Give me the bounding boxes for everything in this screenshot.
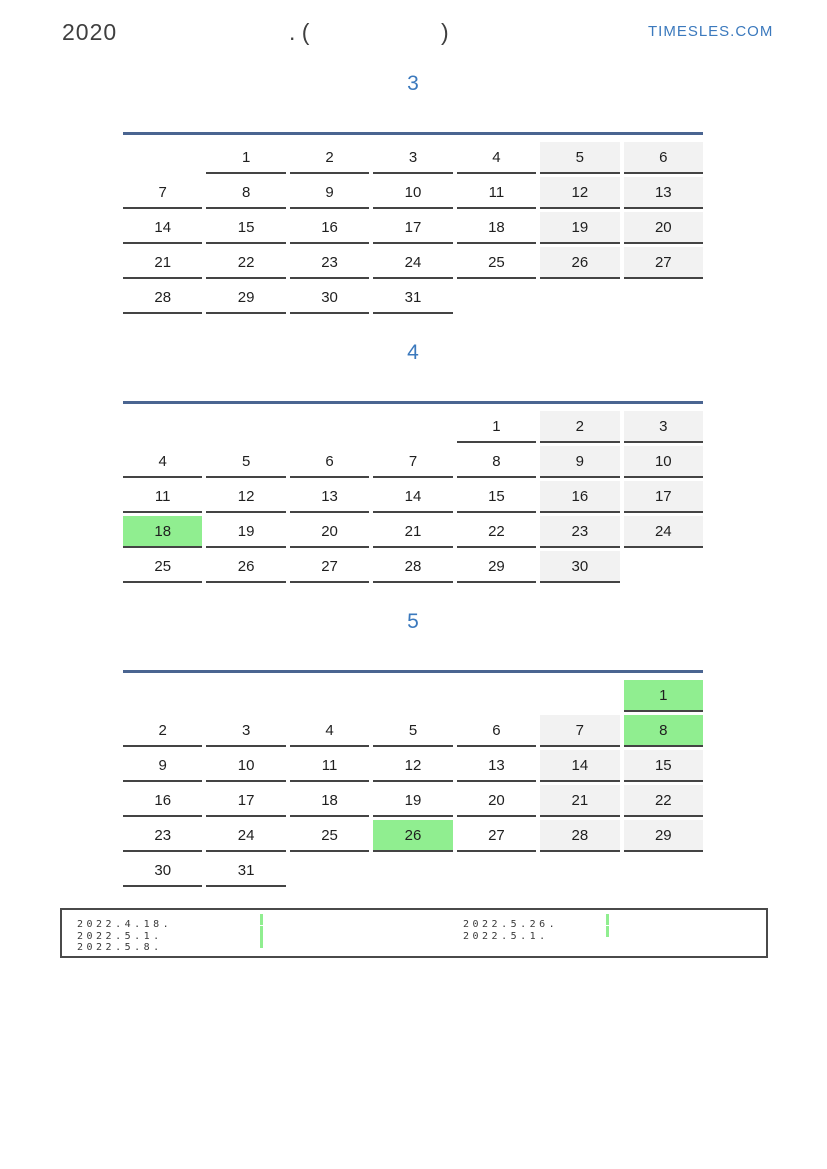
legend-column-right: [463, 914, 763, 942]
empty-cell: [373, 680, 452, 710]
day-cell: 25: [457, 247, 536, 279]
day-cell: 24: [206, 820, 285, 852]
day-cell: 4: [290, 715, 369, 747]
day-cell: 21: [540, 785, 619, 817]
day-cell: 23: [290, 247, 369, 279]
empty-cell: [123, 680, 202, 710]
legend-entry: [463, 914, 763, 930]
day-cell: 14: [540, 750, 619, 782]
month-section-may: [123, 608, 703, 887]
day-cell: 6: [624, 142, 703, 174]
day-cell: 12: [206, 481, 285, 513]
empty-cell: [290, 411, 369, 441]
empty-cell: [290, 680, 369, 710]
legend-entry: [77, 914, 377, 930]
empty-cell: [624, 282, 703, 312]
day-cell: 8: [457, 446, 536, 478]
day-cell: 15: [206, 212, 285, 244]
day-cell: 31: [373, 282, 452, 314]
day-cell: 16: [123, 785, 202, 817]
legend-entry: [77, 926, 377, 942]
day-cell: 2: [123, 715, 202, 747]
month-section-march: [123, 70, 703, 314]
day-cell: 18: [457, 212, 536, 244]
day-cell: 15: [624, 750, 703, 782]
day-cell: 10: [206, 750, 285, 782]
day-cell: 7: [373, 446, 452, 478]
day-cell: 19: [373, 785, 452, 817]
day-cell: 10: [624, 446, 703, 478]
month-rule: [123, 670, 703, 673]
day-cell: 9: [290, 177, 369, 209]
day-cell: 17: [206, 785, 285, 817]
legend-box: [60, 908, 768, 958]
month-title: 5: [407, 610, 419, 633]
day-cell: 27: [457, 820, 536, 852]
empty-cell: [624, 855, 703, 885]
day-cell: 24: [373, 247, 452, 279]
day-cell: 5: [206, 446, 285, 478]
legend-color-bar: [260, 914, 263, 925]
day-cell: 11: [123, 481, 202, 513]
legend-date: 2022.5.8.: [77, 942, 163, 953]
day-cell: 16: [540, 481, 619, 513]
day-cell: 18: [123, 516, 202, 548]
day-cell: 17: [624, 481, 703, 513]
legend-date: 2022.5.1.: [77, 930, 163, 942]
legend-entry: [77, 937, 377, 953]
empty-cell: [624, 551, 703, 581]
day-cell: 10: [373, 177, 452, 209]
day-cell: 25: [290, 820, 369, 852]
day-cell: 22: [624, 785, 703, 817]
day-cell: 9: [123, 750, 202, 782]
legend-date: 2022.5.1.: [463, 930, 549, 942]
day-cell: 24: [624, 516, 703, 548]
calendar-grid: [123, 411, 703, 583]
day-cell: 1: [206, 142, 285, 174]
empty-cell: [540, 282, 619, 312]
day-cell: 12: [540, 177, 619, 209]
empty-cell: [206, 411, 285, 441]
legend-date: 2022.4.18.: [77, 919, 173, 930]
empty-cell: [457, 282, 536, 312]
day-cell: 8: [624, 715, 703, 747]
month-rule: [123, 401, 703, 404]
day-cell: 29: [624, 820, 703, 852]
day-cell: 4: [123, 446, 202, 478]
empty-cell: [457, 680, 536, 710]
day-cell: 27: [624, 247, 703, 279]
day-cell: 13: [624, 177, 703, 209]
day-cell: 29: [457, 551, 536, 583]
day-cell: 16: [290, 212, 369, 244]
day-cell: 27: [290, 551, 369, 583]
legend-color-bar: [260, 926, 263, 937]
legend-entry: [463, 926, 763, 942]
day-cell: 26: [373, 820, 452, 852]
empty-cell: [540, 680, 619, 710]
day-cell: 1: [624, 680, 703, 712]
day-cell: 22: [206, 247, 285, 279]
day-cell: 6: [457, 715, 536, 747]
day-cell: 28: [123, 282, 202, 314]
day-cell: 23: [540, 516, 619, 548]
title-open-paren: . (: [289, 19, 310, 45]
empty-cell: [540, 855, 619, 885]
day-cell: 26: [206, 551, 285, 583]
month-section-april: [123, 339, 703, 583]
day-cell: 28: [540, 820, 619, 852]
day-cell: 28: [373, 551, 452, 583]
day-cell: 3: [206, 715, 285, 747]
title-close-paren: ): [441, 19, 449, 45]
day-cell: 5: [540, 142, 619, 174]
day-cell: 13: [457, 750, 536, 782]
day-cell: 7: [123, 177, 202, 209]
day-cell: 29: [206, 282, 285, 314]
month-title: 4: [407, 341, 419, 364]
legend-column-left: [77, 914, 377, 953]
day-cell: 7: [540, 715, 619, 747]
day-cell: 21: [373, 516, 452, 548]
year-label: 2020: [62, 19, 118, 45]
day-cell: 19: [540, 212, 619, 244]
legend-date: 2022.5.26.: [463, 919, 559, 930]
empty-cell: [206, 680, 285, 710]
page-header: [0, 0, 827, 60]
day-cell: 20: [457, 785, 536, 817]
legend-color-bar: [606, 914, 609, 925]
day-cell: 12: [373, 750, 452, 782]
month-rule: [123, 132, 703, 135]
empty-cell: [373, 411, 452, 441]
day-cell: 22: [457, 516, 536, 548]
day-cell: 20: [290, 516, 369, 548]
day-cell: 21: [123, 247, 202, 279]
day-cell: 4: [457, 142, 536, 174]
empty-cell: [290, 855, 369, 885]
day-cell: 3: [373, 142, 452, 174]
month-title: 3: [407, 72, 419, 95]
calendar-grid: [123, 142, 703, 314]
day-cell: 1: [457, 411, 536, 443]
day-cell: 26: [540, 247, 619, 279]
day-cell: 30: [290, 282, 369, 314]
day-cell: 14: [123, 212, 202, 244]
day-cell: 20: [624, 212, 703, 244]
day-cell: 6: [290, 446, 369, 478]
empty-cell: [373, 855, 452, 885]
day-cell: 11: [457, 177, 536, 209]
empty-cell: [123, 411, 202, 441]
day-cell: 25: [123, 551, 202, 583]
empty-cell: [457, 855, 536, 885]
day-cell: 2: [290, 142, 369, 174]
day-cell: 31: [206, 855, 285, 887]
site-link[interactable]: TIMESLES.COM: [648, 23, 774, 40]
day-cell: 5: [373, 715, 452, 747]
day-cell: 2: [540, 411, 619, 443]
day-cell: 9: [540, 446, 619, 478]
day-cell: 17: [373, 212, 452, 244]
day-cell: 23: [123, 820, 202, 852]
calendar-grid: [123, 680, 703, 887]
day-cell: 3: [624, 411, 703, 443]
empty-cell: [123, 142, 202, 172]
day-cell: 15: [457, 481, 536, 513]
day-cell: 19: [206, 516, 285, 548]
legend-color-bar: [606, 926, 609, 937]
day-cell: 13: [290, 481, 369, 513]
day-cell: 30: [540, 551, 619, 583]
day-cell: 14: [373, 481, 452, 513]
day-cell: 11: [290, 750, 369, 782]
day-cell: 30: [123, 855, 202, 887]
day-cell: 8: [206, 177, 285, 209]
day-cell: 18: [290, 785, 369, 817]
legend-color-bar: [260, 937, 263, 948]
